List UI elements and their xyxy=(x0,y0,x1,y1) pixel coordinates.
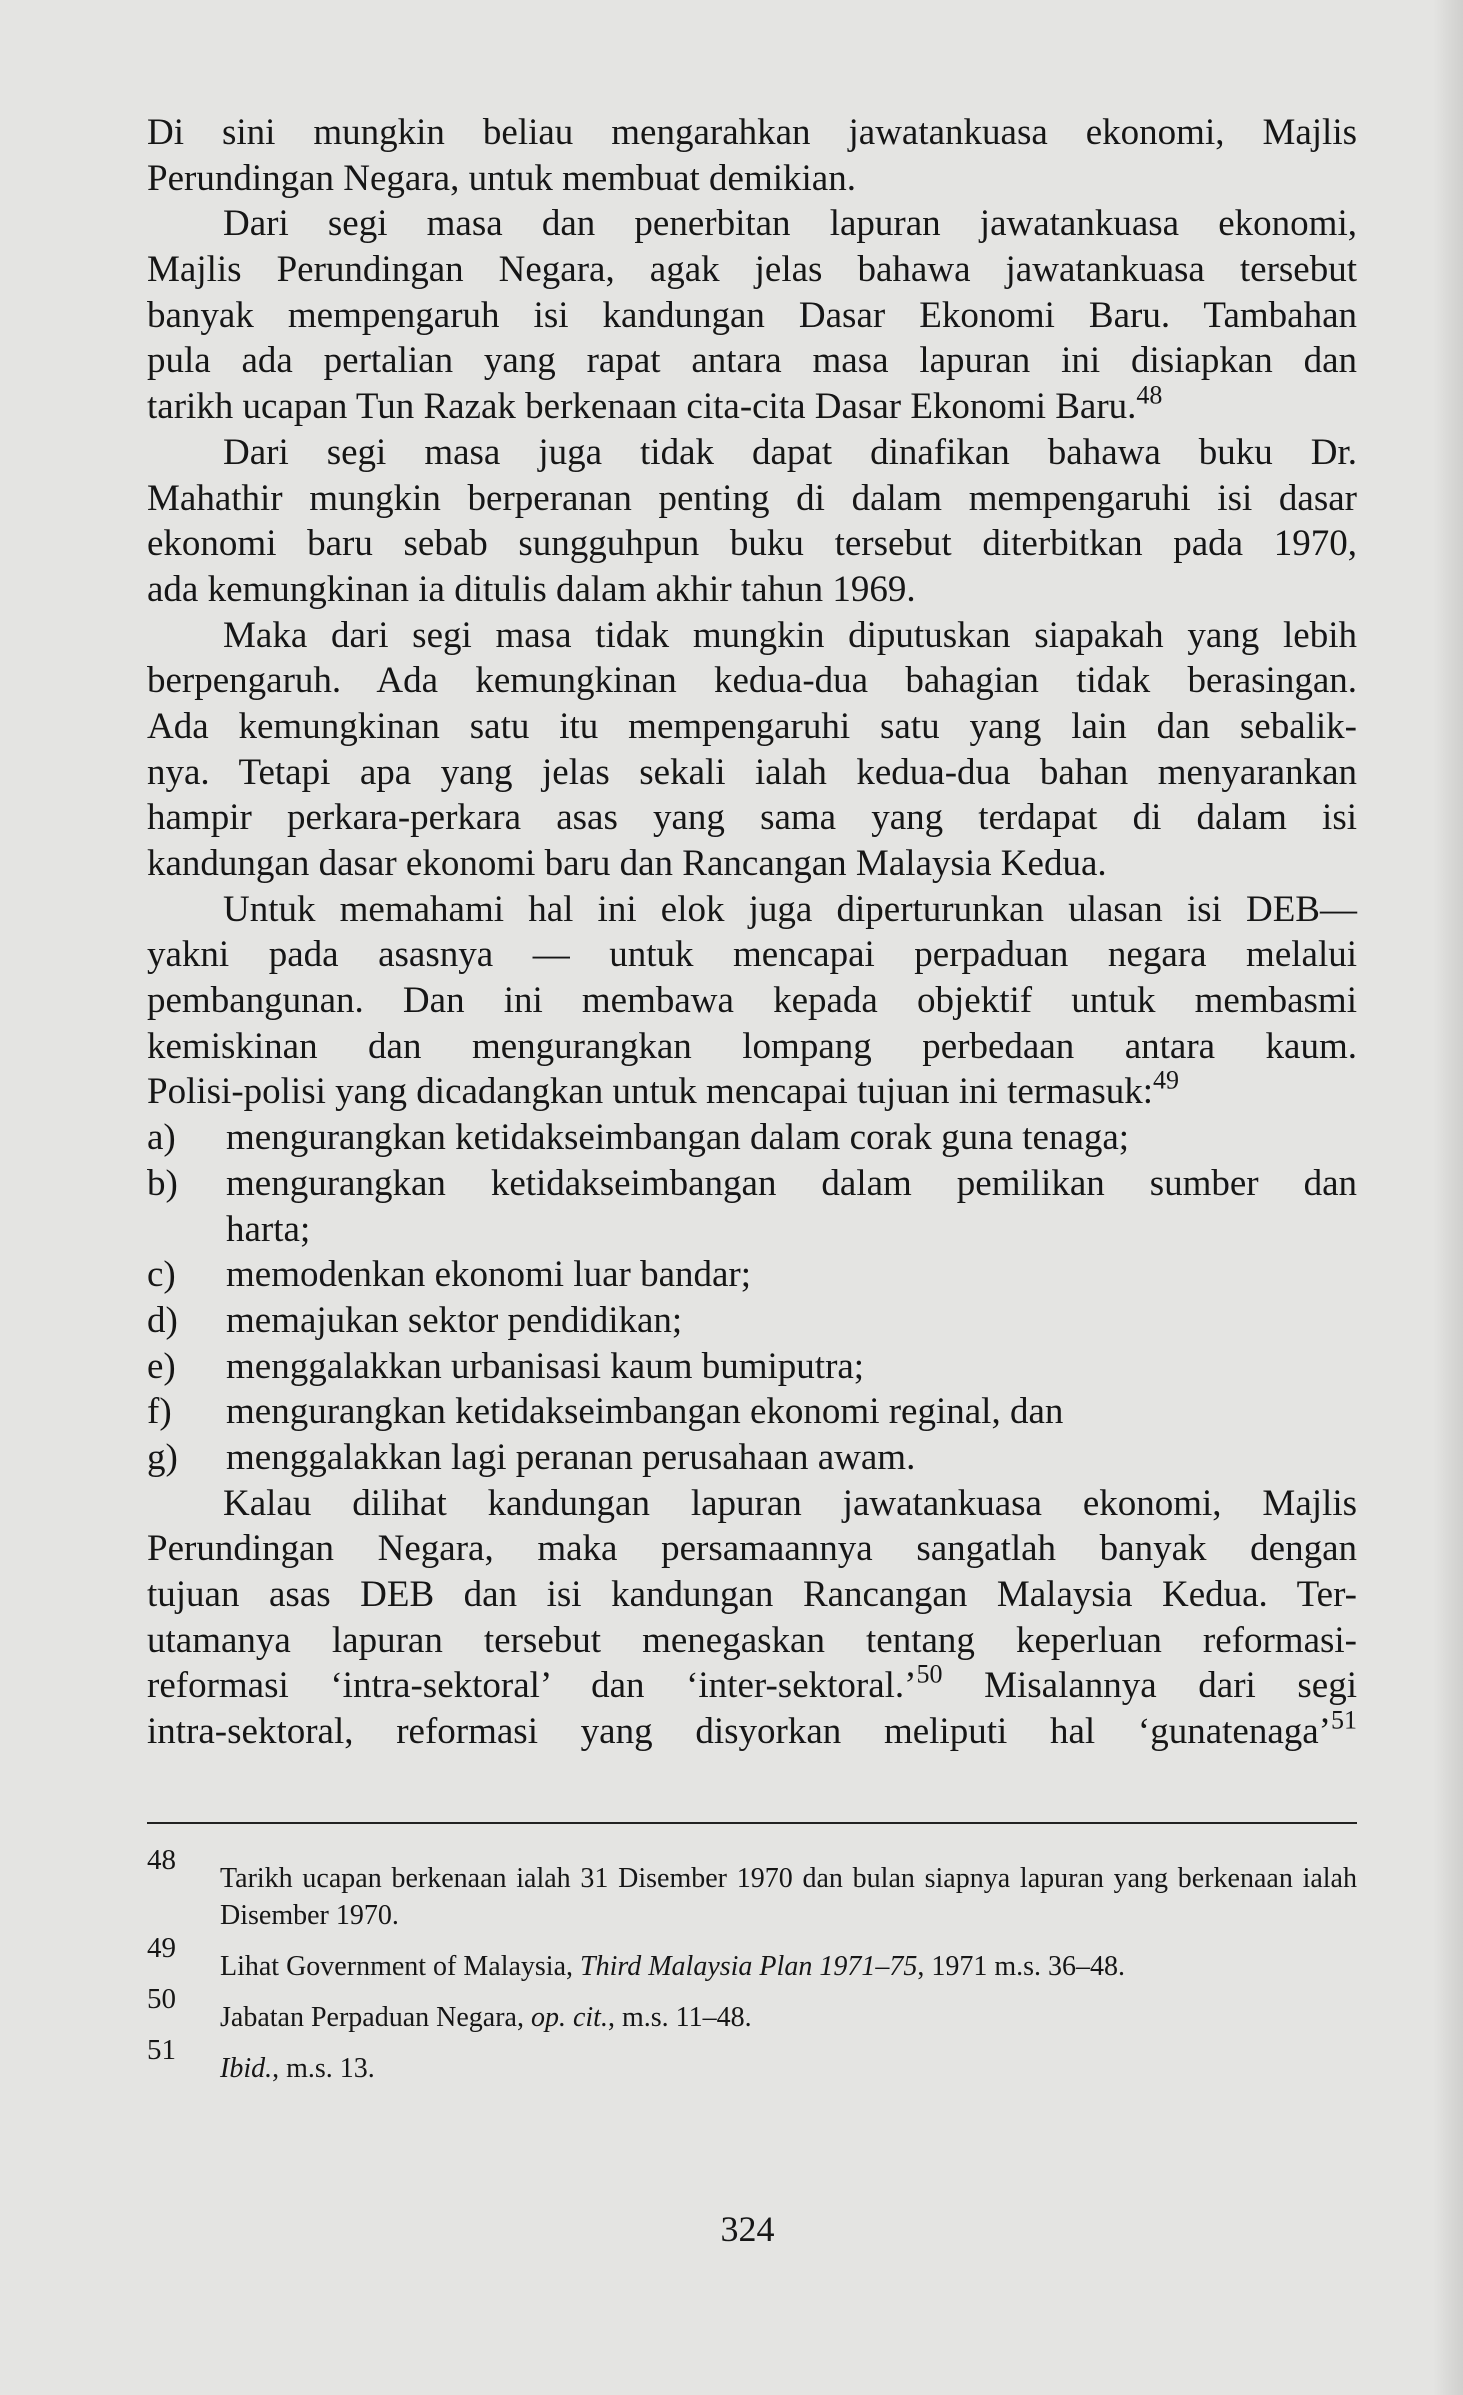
text-line xyxy=(147,1705,1357,1755)
text-run: ada kemungkinan ia ditulis dalam akhir tahun 1969. xyxy=(147,568,916,610)
text-run: menggalakkan lagi peranan perusahaan awam. xyxy=(226,1436,916,1478)
list-item-label: b) xyxy=(147,1162,178,1204)
text-line xyxy=(147,841,1357,887)
text-run: berpengaruh. Ada kemungkinan kedua-dua bahagian tidak berasingan. xyxy=(147,660,1357,702)
text-run: hampir perkara-perkara asas yang sama yang terdapat di dalam isi xyxy=(147,797,1357,839)
text-run: ekonomi baru sebab sungguhpun buku tersebut diterbitkan pada 1970, xyxy=(147,523,1357,565)
footnote-number: 51 xyxy=(147,2034,176,2066)
footnote-reference: 50 xyxy=(916,1660,943,1690)
text-run: mengurangkan ketidakseimbangan dalam pemilikan sumber dan xyxy=(226,1162,1357,1204)
list-item-line xyxy=(147,1435,1357,1481)
text-line xyxy=(147,156,1357,202)
text-run: Polisi-polisi yang dicadangkan untuk mencapai tujuan ini termasuk: xyxy=(147,1071,1153,1113)
text-run: Perundingan Negara, untuk membuat demikian. xyxy=(147,157,856,199)
text-run: pembangunan. Dan ini membawa kepada objektif untuk membasmi xyxy=(147,980,1357,1022)
text-run: nya. Tetapi apa yang jelas sekali ialah kedua-dua bahan menyarankan xyxy=(147,751,1357,793)
list-item-line xyxy=(147,1115,1357,1161)
text-run: Dari segi masa juga tidak dapat dinafikan bahawa buku Dr. xyxy=(223,431,1357,473)
list-item-line xyxy=(147,1161,1357,1207)
footnote-text xyxy=(220,1948,1357,1985)
text-run: Untuk memahami hal ini elok juga diperturunkan ulasan isi DEB— xyxy=(223,888,1357,930)
text-line xyxy=(147,567,1357,613)
text-run: Misalannya dari segi xyxy=(942,1665,1357,1707)
list-item-line xyxy=(147,1252,1357,1298)
footnote xyxy=(147,1983,1357,2036)
text-line xyxy=(147,1024,1357,1070)
text-run: Kalau dilihat kandungan lapuran jawatankuasa ekonomi, Majlis xyxy=(223,1482,1357,1524)
text-line xyxy=(147,613,1357,659)
list-item-label: d) xyxy=(147,1299,178,1341)
footnote-number: 49 xyxy=(147,1932,176,1964)
footnote xyxy=(147,1844,1357,1934)
footnote xyxy=(147,1932,1357,1985)
text-run: utamanya lapuran tersebut menegaskan tentang keperluan reformasi- xyxy=(147,1619,1357,1661)
citation-text: Lihat Government of Malaysia, xyxy=(220,1951,581,1982)
text-run: Majlis Perundingan Negara, agak jelas bahawa jawatankuasa tersebut xyxy=(147,249,1357,291)
page-edge-shadow xyxy=(1433,0,1463,2395)
footnote-text xyxy=(220,2050,1357,2087)
text-run: kandungan dasar ekonomi baru dan Rancangan Malaysia Kedua. xyxy=(147,843,1107,884)
footnote-text: Tarikh ucapan berkenaan ialah 31 Disember 1970 dan bulan siapnya lapuran yang berkenaan ialah Disember 1970. xyxy=(220,1863,1357,1931)
text-run: intra-sektoral, reformasi yang disyorkan meliputi hal ‘gunatenaga’ xyxy=(147,1711,1331,1753)
text-line xyxy=(147,1066,1357,1115)
text-line xyxy=(147,1481,1357,1527)
text-run: Maka dari segi masa tidak mungkin diputuskan siapakah yang lebih xyxy=(223,614,1357,656)
list-item-line xyxy=(147,1344,1357,1390)
text-run: yakni pada asasnya — untuk mencapai perpaduan negara melalui xyxy=(147,934,1357,976)
text-run: tujuan asas DEB dan isi kandungan Rancangan Malaysia Kedua. Ter- xyxy=(147,1574,1357,1615)
text-run: harta; xyxy=(226,1208,311,1250)
list-item-line xyxy=(147,1207,1357,1253)
page-number: 324 xyxy=(720,2209,775,2249)
citation-text: Jabatan Perpaduan Negara, xyxy=(220,2002,531,2033)
text-run: kemiskinan dan mengurangkan lompang perbedaan antara kaum. xyxy=(147,1025,1357,1067)
text-run: mengurangkan ketidakseimbangan ekonomi reginal, dan xyxy=(226,1391,1064,1433)
text-run: pula ada pertalian yang rapat antara masa lapuran ini disiapkan dan xyxy=(147,340,1357,382)
text-run: Mahathir mungkin berperanan penting di dalam mempengaruhi isi dasar xyxy=(147,477,1357,519)
footnote-number: 48 xyxy=(147,1844,176,1876)
text-line xyxy=(147,658,1357,704)
text-line xyxy=(147,247,1357,293)
text-line xyxy=(147,1618,1357,1664)
citation-title: Ibid. xyxy=(220,2053,273,2084)
text-line xyxy=(147,704,1357,750)
text-run: tarikh ucapan Tun Razak berkenaan cita-cita Dasar Ekonomi Baru. xyxy=(147,386,1137,428)
footnotes xyxy=(147,1844,1357,2101)
footnote-reference: 51 xyxy=(1331,1705,1357,1735)
text-line xyxy=(147,1572,1357,1618)
text-line xyxy=(147,887,1357,933)
text-line xyxy=(147,795,1357,841)
citation-text: , 1971 m.s. 36–48. xyxy=(917,1951,1126,1982)
text-line xyxy=(147,338,1357,384)
list-item-label: c) xyxy=(147,1254,176,1296)
text-line xyxy=(147,476,1357,522)
citation-text: , m.s. 13. xyxy=(272,2053,375,2084)
footnote-text xyxy=(220,1999,1357,2036)
list-item-line xyxy=(147,1298,1357,1344)
text-run: mengurangkan ketidakseimbangan dalam corak guna tenaga; xyxy=(226,1117,1130,1159)
text-run: banyak mempengaruh isi kandungan Dasar Ekonomi Baru. Tambahan xyxy=(147,294,1357,336)
text-run: Dari segi masa dan penerbitan lapuran jawatankuasa ekonomi, xyxy=(223,203,1357,245)
footnote-number: 50 xyxy=(147,1983,176,2015)
list-item-label: f) xyxy=(147,1391,172,1433)
text-line xyxy=(147,110,1357,156)
list-item-line xyxy=(147,1389,1357,1435)
body-text xyxy=(147,110,1357,1755)
text-line xyxy=(147,932,1357,978)
text-run: memajukan sektor pendidikan; xyxy=(226,1299,683,1341)
footnote xyxy=(147,2034,1357,2087)
text-run: Ada kemungkinan satu itu mempengaruhi satu yang lain dan sebalik- xyxy=(147,705,1357,747)
citation-text: , m.s. 11–48. xyxy=(607,2002,752,2033)
text-run: Di sini mungkin beliau mengarahkan jawatankuasa ekonomi, Majlis xyxy=(147,112,1357,153)
citation-title: Third Malaysia Plan 1971–75 xyxy=(580,1951,918,1982)
footnote-rule xyxy=(147,1822,1357,1824)
text-run: menggalakkan urbanisasi kaum bumiputra; xyxy=(226,1345,865,1387)
list-item-label: a) xyxy=(147,1117,176,1159)
text-line xyxy=(147,201,1357,247)
text-line xyxy=(147,293,1357,339)
text-line xyxy=(147,1660,1357,1709)
text-line xyxy=(147,430,1357,476)
list-item-label: e) xyxy=(147,1345,176,1387)
text-line xyxy=(147,380,1357,430)
text-line xyxy=(147,750,1357,796)
footnote-reference: 48 xyxy=(1136,380,1163,410)
text-run: reformasi ‘intra-sektoral’ dan ‘inter-sektoral.’ xyxy=(147,1665,917,1707)
text-run: memodenkan ekonomi luar bandar; xyxy=(226,1254,752,1296)
text-line xyxy=(147,1526,1357,1572)
citation-title: op. cit. xyxy=(530,2002,608,2033)
list-item-label: g) xyxy=(147,1436,178,1478)
text-line xyxy=(147,978,1357,1024)
text-line xyxy=(147,521,1357,567)
text-run: Perundingan Negara, maka persamaannya sangatlah banyak dengan xyxy=(147,1528,1357,1570)
footnote-reference: 49 xyxy=(1153,1066,1179,1096)
